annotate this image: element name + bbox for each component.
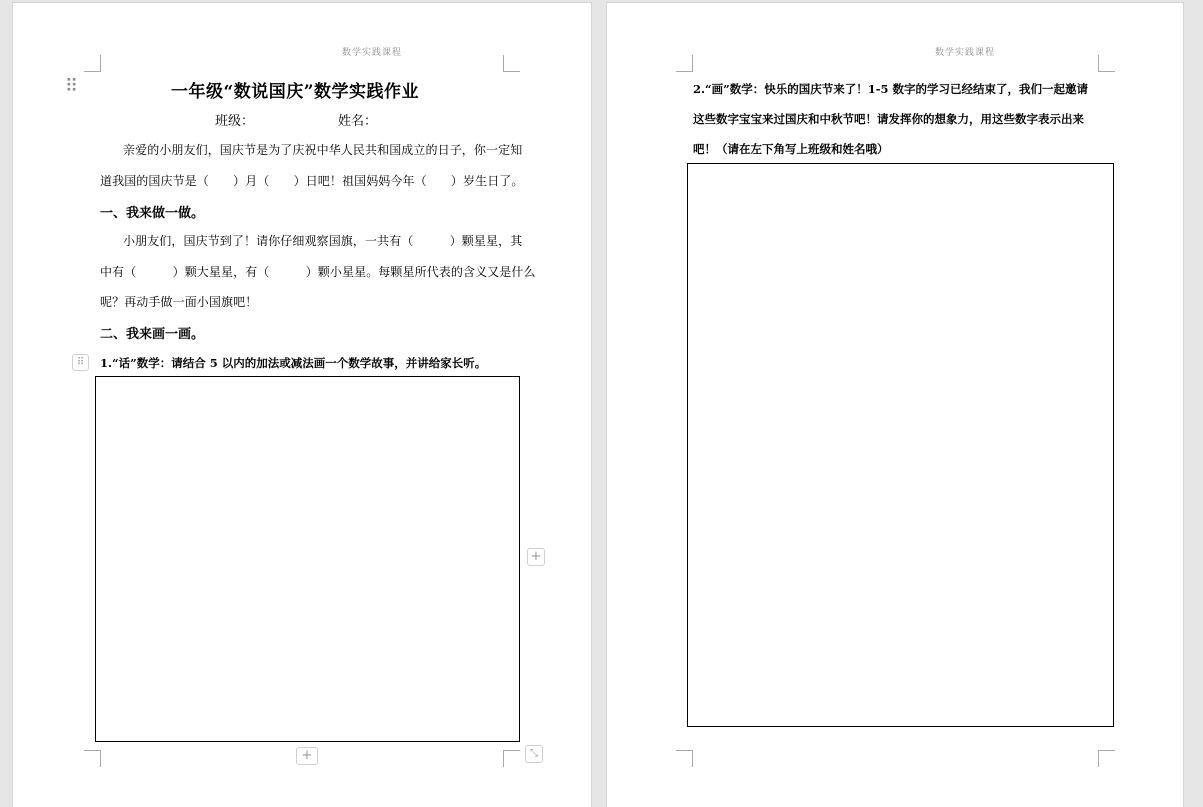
task-2-line-2: 这些数字宝宝来过国庆和中秋节吧！请发挥你的想象力，用这些数字表示出来 — [693, 112, 1084, 126]
section-1-line-3: 呢？再动手做一面小国旗吧！ — [100, 295, 258, 309]
table-move-handle-icon[interactable]: ⠿ — [72, 354, 89, 371]
document-page-1 — [12, 2, 592, 807]
section-1-line-2: 中有（ ）颗大星星，有（ ）颗小星星。每颗星所代表的含义又是什么 — [100, 265, 536, 279]
crop-mark-bottom-left — [84, 750, 101, 767]
add-row-button[interactable]: + — [296, 747, 318, 765]
drawing-box-2[interactable] — [687, 163, 1114, 727]
intro-paragraph-line-2: 道我国的国庆节是（ ）月（ ）日吧！祖国妈妈今年（ ）岁生日了。 — [100, 174, 524, 188]
crop-mark-bottom-right — [1098, 750, 1115, 767]
section-1-line-1: 小朋友们，国庆节到了！请你仔细观察国旗，一共有（ ）颗星星，其 — [123, 234, 523, 248]
class-label: 班级： — [215, 114, 255, 129]
section-2-heading: 二、我来画一画。 — [100, 327, 205, 342]
crop-mark-top-left — [84, 55, 101, 72]
task-2-line-1: 2.“画”数学：快乐的国庆节来了！1-5 数字的学习已经结束了，我们一起邀请 — [693, 82, 1089, 96]
crop-mark-top-left — [676, 55, 693, 72]
page-header: 数学实践课程 — [342, 48, 403, 58]
task-2-line-3: 吧！（请在左下角写上班级和姓名哦） — [693, 142, 889, 156]
name-label: 姓名： — [338, 114, 378, 129]
task-1-instruction: 1.“话”数学：请结合 5 以内的加法或减法画一个数学故事，并讲给家长听。 — [100, 356, 487, 370]
crop-mark-bottom-right — [503, 750, 520, 767]
intro-paragraph-line-1: 亲爱的小朋友们，国庆节是为了庆祝中华人民共和国成立的日子，你一定知 — [123, 143, 523, 157]
add-column-button[interactable]: + — [527, 548, 545, 566]
page-header: 数学实践课程 — [935, 48, 996, 58]
drawing-box-1[interactable] — [95, 376, 520, 742]
document-page-2 — [606, 2, 1184, 807]
crop-mark-top-right — [1098, 55, 1115, 72]
crop-mark-top-right — [503, 55, 520, 72]
section-1-heading: 一、我来做一做。 — [100, 206, 205, 221]
crop-mark-bottom-left — [676, 750, 693, 767]
block-drag-handle-icon[interactable]: ⠿ — [65, 76, 79, 97]
document-title: 一年级“数说国庆”数学实践作业 — [171, 82, 420, 102]
table-resize-icon[interactable]: ⤡ — [525, 745, 543, 763]
